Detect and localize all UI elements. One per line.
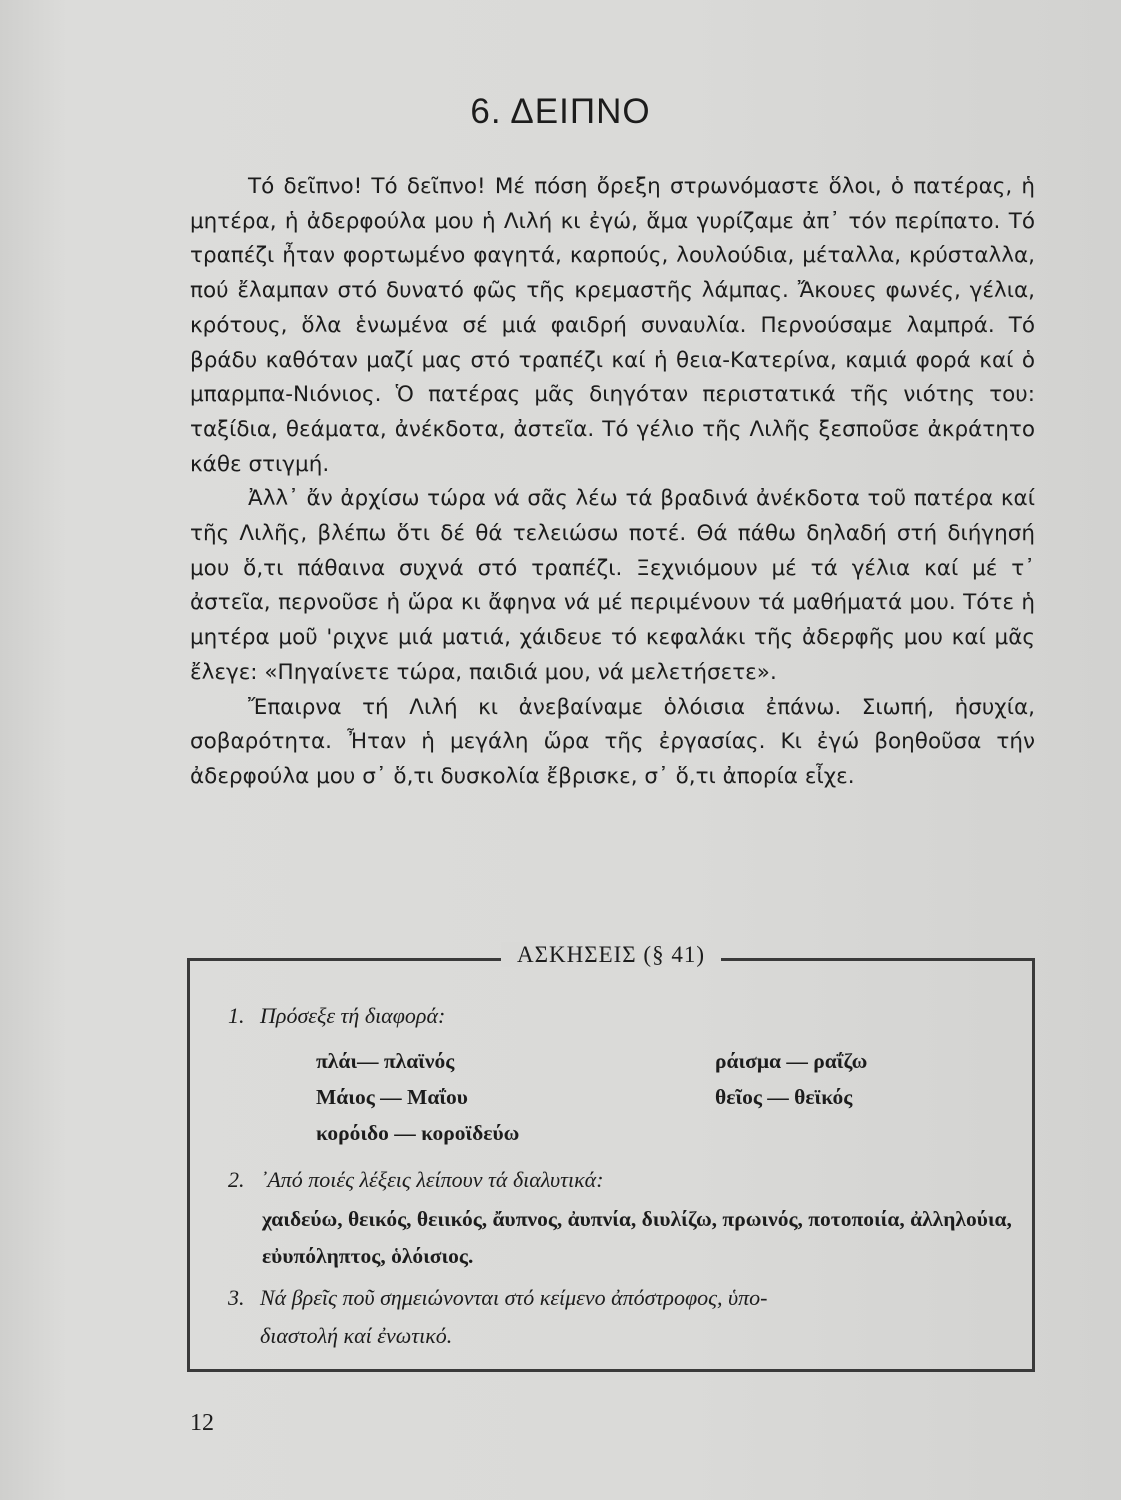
paragraph-1: Τό δεῖπνο! Τό δεῖπνο! Μέ πόση ὄρεξη στρωνόμαστε ὅλοι, ὁ πατέρας, ἡ μητέρα, ἡ ἀδερφούλα μου ἡ Λιλή κι ἐγώ, ἅμα γυρίζαμε ἀπ᾽ τόν περίπατο. Τό τραπέζι ἦταν φορτωμένο φαγητά, καρπούς, λουλούδια, μέταλλα, κρύσταλλα, πού ἔλαμπαν στό δυνατό φῶς τῆς κρεμαστῆς λάμπας. Ἄκουες φωνές, γέλια, κρότους, ὅλα ἑνωμένα σέ μιά φαιδρή συναυλία. Περνούσαμε λαμπρά. Τό βράδυ καθόταν μαζί μας στό τραπέζι καί ἡ θεια-Κατερίνα, καμιά φορά καί ὁ μπαρμπα-Νιόνιος. Ὁ πατέρας μᾶς διηγόταν περιστατικά τῆς νιότης του: ταξίδια, θεάματα, ἀνέκδοτα, ἀστεῖα. Τό γέλιο τῆς Λιλῆς ξεσποῦσε ἀκράτητο κάθε στιγμή. xyxy=(190,174,1035,477)
exercise-1-pair-5: θεῖος — θεϊκός xyxy=(715,1085,853,1109)
exercises-box xyxy=(187,942,1035,1372)
exercises-title-text: ΑΣΚΗΣΕΙΣ (§ 41) xyxy=(501,942,721,967)
exercise-2-words: χαιδεύω, θεικός, θειικός, ἄυπνος, ἀυπνία, διυλίζω, πρωινός, ποτοποιία, ἀλληλούια, εὐυπόληπτος, ὁλόισιος. xyxy=(262,1207,1012,1268)
exercise-1-text: Πρόσεξε τή διαφορά: xyxy=(260,1003,446,1028)
exercises-title xyxy=(190,942,1032,968)
exercise-1-pair-1: πλάι— πλαϊνός xyxy=(316,1049,455,1073)
exercise-1-prompt xyxy=(228,1003,445,1029)
exercise-2-text: ᾽Από ποιές λέξεις λείπουν τά διαλυτικά: xyxy=(260,1167,604,1192)
exercise-3 xyxy=(228,1279,1018,1355)
exercise-3-line-1: Νά βρεῖς ποῦ σημειώνονται στό κείμενο ἀπόστροφος, ὑπο- xyxy=(260,1285,768,1310)
paragraph-3: Ἔπαιρνα τή Λιλή κι ἀνεβαίναμε ὁλόισια ἐπάνω. Σιωπή, ἡσυχία, σοβαρότητα. Ἦταν ἡ μεγάλη ὥρα τῆς ἐργασίας. Κι ἐγώ βοηθοῦσα τήν ἀδερφούλα μου σ᾽ ὅ,τι δυσκολία ἔβρισκε, σ᾽ ὅ,τι ἀπορία εἶχε. xyxy=(190,694,1035,789)
exercise-1-pair-4: ράισμα — ραΐζω xyxy=(715,1049,868,1073)
exercise-1-number: 1. xyxy=(228,1003,245,1028)
exercise-1-pair-2: Μάιος — Μαΐου xyxy=(316,1085,468,1109)
exercise-2-number: 2. xyxy=(228,1167,245,1192)
page-number: 12 xyxy=(190,1410,214,1436)
paragraph-2: Ἀλλ᾽ ἄν ἀρχίσω τώρα νά σᾶς λέω τά βραδινά ἀνέκδοτα τοῦ πατέρα καί τῆς Λιλῆς, βλέπω ὅτι δέ θά τελειώσω ποτέ. Θά πάθω δηλαδή στή διήγησή μου ὅ,τι πάθαινα συχνά στό τραπέζι. Ξεχνιόμουν μέ τά γέλια καί μέ τ᾽ ἀστεῖα, περνοῦσε ἡ ὥρα κι ἄφηνα νά μέ περιμένουν τά μαθήματά μου. Τότε ἡ μητέρα μοῦ 'ριχνε μιά ματιά, χάιδευε τό κεφαλάκι τῆς ἀδερφῆς μου καί μᾶς ἔλεγε: «Πηγαίνετε τώρα, παιδιά μου, νά μελετήσετε». xyxy=(190,486,1035,685)
exercise-3-line-2: διαστολή καί ἐνωτικό. xyxy=(260,1323,453,1348)
page-title: 6. ΔΕΙΠΝΟ xyxy=(470,92,651,131)
exercise-3-number: 3. xyxy=(228,1285,245,1310)
body-text xyxy=(190,170,1035,795)
exercise-2-prompt xyxy=(228,1167,604,1193)
exercise-1-pair-3: κορόιδο — κοροϊδεύω xyxy=(316,1121,520,1145)
